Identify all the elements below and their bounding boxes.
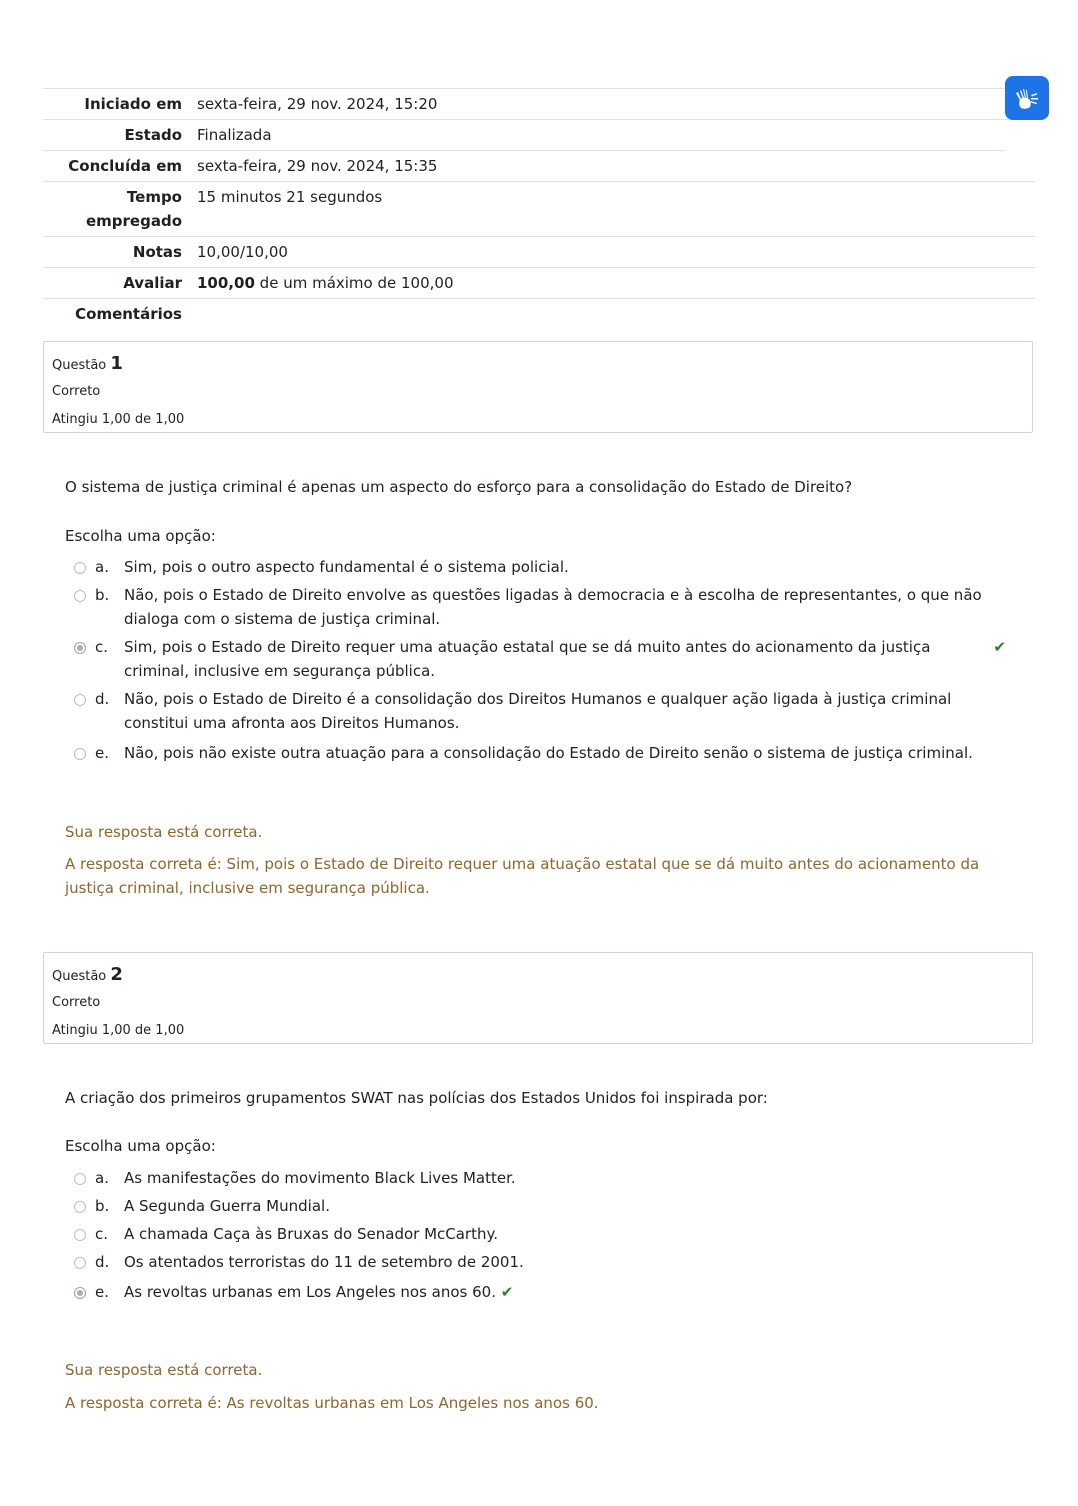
answer-option[interactable] <box>74 1222 1014 1246</box>
answer-option[interactable] <box>74 583 1014 631</box>
option-text: A chamada Caça às Bruxas do Senador McCarthy. <box>124 1225 498 1243</box>
option-letter: a. <box>95 1169 109 1187</box>
option-text: A Segunda Guerra Mundial. <box>124 1197 330 1215</box>
question-1-feedback-answer: A resposta correta é: Sim, pois o Estado de Direito requer uma atuação estatal que se dá muito antes do acionamento da justiça criminal, inclusive em segurança pública. <box>65 855 980 897</box>
question-1-answers <box>74 555 1014 769</box>
attempt-summary <box>43 88 1035 329</box>
time-value: 15 minutos 21 segundos <box>197 188 383 206</box>
radio-button[interactable] <box>74 748 86 760</box>
question-1-status: Correto <box>52 384 101 399</box>
answer-option-selected[interactable] <box>74 1280 1014 1304</box>
option-letter: d. <box>95 1253 110 1271</box>
question-2-prompt: Escolha uma opção: <box>65 1137 216 1155</box>
state-value: Finalizada <box>197 126 272 144</box>
correct-check-icon: ✔ <box>993 638 1006 656</box>
answer-option-selected[interactable] <box>74 635 1014 683</box>
marks-value: 10,00/10,00 <box>197 243 288 261</box>
question-2-info <box>43 952 1033 1044</box>
option-letter: d. <box>95 690 110 708</box>
radio-button-checked[interactable] <box>74 1287 86 1299</box>
radio-button[interactable] <box>74 1201 86 1213</box>
option-text: Não, pois não existe outra atuação para a consolidação do Estado de Direito senão o sistema de justiça criminal. <box>124 744 973 762</box>
answer-option[interactable] <box>74 687 1014 735</box>
option-letter: b. <box>95 586 110 604</box>
option-letter: e. <box>95 744 109 762</box>
option-letter: e. <box>95 1283 109 1301</box>
option-letter: b. <box>95 1197 110 1215</box>
radio-button-checked[interactable] <box>74 642 86 654</box>
option-letter: a. <box>95 558 109 576</box>
question-1-feedback-correct: Sua resposta está correta. <box>65 823 263 841</box>
option-letter: c. <box>95 1225 109 1243</box>
radio-button[interactable] <box>74 1229 86 1241</box>
radio-button[interactable] <box>74 1257 86 1269</box>
grade-score: 100,00 <box>197 274 255 292</box>
question-1-score: Atingiu 1,00 de 1,00 <box>52 412 185 427</box>
radio-button[interactable] <box>74 694 86 706</box>
option-text: Sim, pois o Estado de Direito requer uma atuação estatal que se dá muito antes do acionamento da justiça criminal, inclusive em segurança pública. <box>124 638 931 680</box>
grade-label: Avaliar <box>123 274 182 292</box>
question-2-score: Atingiu 1,00 de 1,00 <box>52 1023 185 1038</box>
summary-row-state <box>43 119 1035 150</box>
option-text: Os atentados terroristas do 11 de setembro de 2001. <box>124 1253 524 1271</box>
summary-row-marks <box>43 236 1035 267</box>
question-2-status: Correto <box>52 995 101 1010</box>
summary-row-completed <box>43 150 1005 181</box>
option-text: Não, pois o Estado de Direito envolve as questões ligadas à democracia e à escolha de representantes, o que não dialoga com o sistema de justiça criminal. <box>124 586 982 628</box>
started-label: Iniciado em <box>84 95 182 113</box>
comments-label: Comentários <box>75 305 182 323</box>
answer-option[interactable] <box>74 1166 1014 1190</box>
answer-option[interactable] <box>74 555 1014 579</box>
completed-label: Concluída em <box>68 157 182 175</box>
question-1-prompt: Escolha uma opção: <box>65 527 216 545</box>
correct-check-icon: ✔ <box>500 1283 514 1301</box>
question-label: Questão <box>52 969 107 984</box>
grade-value <box>197 268 1035 298</box>
answer-option[interactable] <box>74 741 1014 765</box>
option-letter: c. <box>95 638 109 656</box>
hand-sign-icon <box>1012 83 1042 113</box>
question-2-number <box>52 961 1024 989</box>
question-number: 2 <box>110 964 123 985</box>
question-1-text: O sistema de justiça criminal é apenas um aspecto do esforço para a consolidação do Estado de Direito? <box>65 478 853 496</box>
answer-option[interactable] <box>74 1250 1014 1274</box>
summary-row-comments <box>43 298 1035 329</box>
time-label: Tempo empregado <box>85 188 182 230</box>
accessibility-button[interactable] <box>1005 76 1049 120</box>
comments-value <box>197 299 1035 329</box>
option-text: As manifestações do movimento Black Lives Matter. <box>124 1169 516 1187</box>
summary-row-started <box>43 88 1035 119</box>
option-text: Sim, pois o outro aspecto fundamental é o sistema policial. <box>124 558 569 576</box>
started-value: sexta-feira, 29 nov. 2024, 15:20 <box>197 95 438 113</box>
radio-button[interactable] <box>74 1173 86 1185</box>
question-1-number <box>52 350 1024 378</box>
question-2-feedback-answer: A resposta correta é: As revoltas urbanas em Los Angeles nos anos 60. <box>65 1394 599 1412</box>
radio-button[interactable] <box>74 562 86 574</box>
question-label: Questão <box>52 358 107 373</box>
marks-label: Notas <box>132 243 182 261</box>
question-2-feedback-correct: Sua resposta está correta. <box>65 1361 263 1379</box>
summary-row-time <box>43 181 1035 236</box>
answer-option[interactable] <box>74 1194 1014 1218</box>
option-text: As revoltas urbanas em Los Angeles nos anos 60. <box>124 1283 496 1301</box>
state-label: Estado <box>124 126 182 144</box>
question-2-answers <box>74 1166 1014 1308</box>
completed-value: sexta-feira, 29 nov. 2024, 15:35 <box>197 157 438 175</box>
question-1-info <box>43 341 1033 433</box>
question-2-text: A criação dos primeiros grupamentos SWAT nas polícias dos Estados Unidos foi inspirada por: <box>65 1089 768 1107</box>
summary-row-grade <box>43 267 1035 298</box>
option-text: Não, pois o Estado de Direito é a consolidação dos Direitos Humanos e qualquer ação ligada à justiça criminal constitui uma afronta aos Direitos Humanos. <box>124 690 952 732</box>
option-text-wrap <box>124 1280 1014 1304</box>
radio-button[interactable] <box>74 590 86 602</box>
grade-suffix: de um máximo de 100,00 <box>259 274 454 292</box>
question-number: 1 <box>110 353 123 374</box>
